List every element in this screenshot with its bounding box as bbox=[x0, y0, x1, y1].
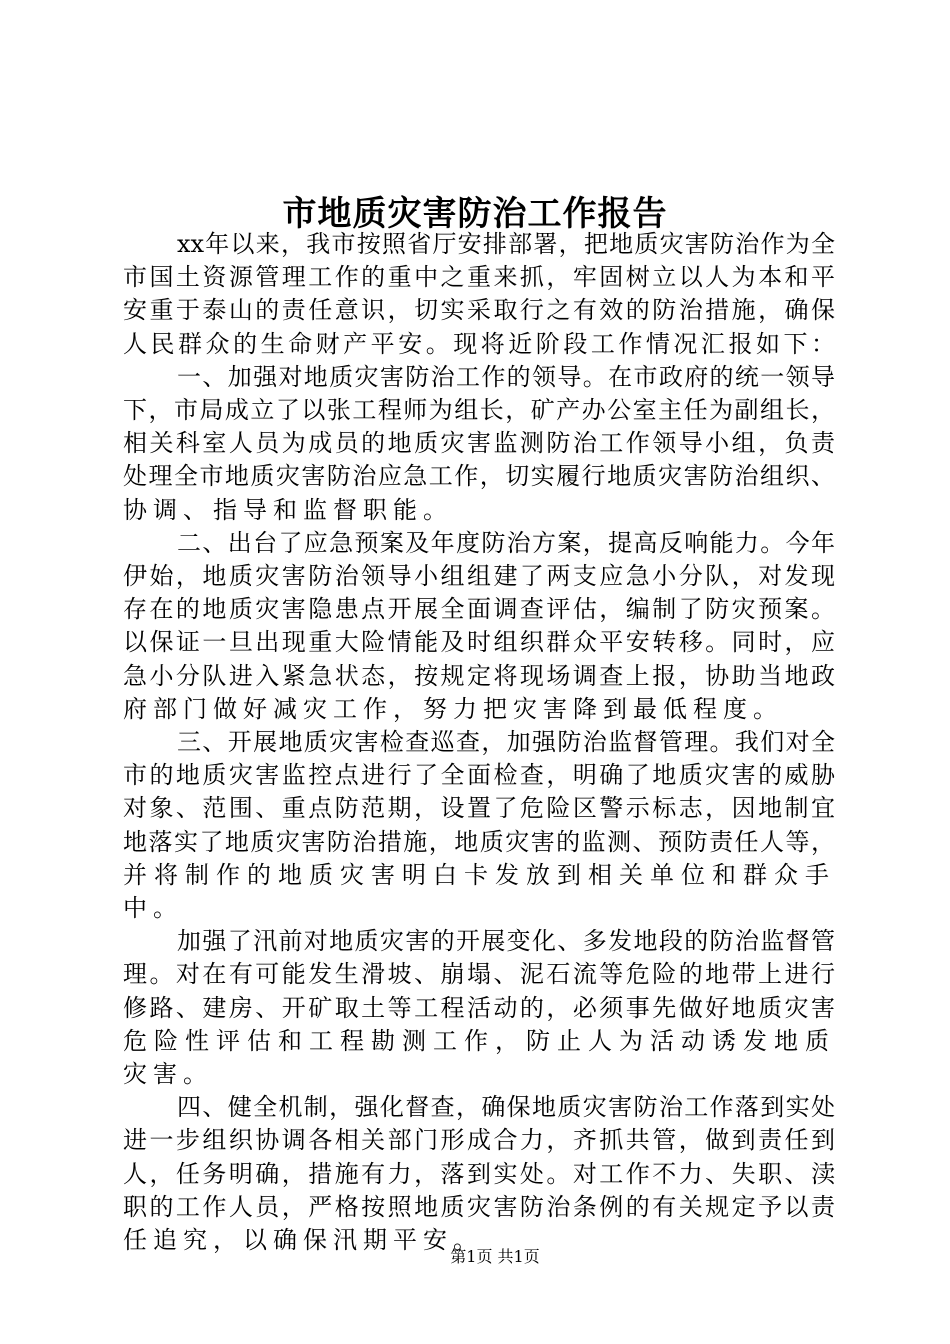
text-line: 府部门做好减灾工作，努力把灾害降到最低程度。 bbox=[123, 694, 783, 723]
text-line: 市国土资源管理工作的重中之重来抓，牢固树立以人为本和平 bbox=[123, 263, 835, 292]
text-line: 存在的地质灾害隐患点开展全面调查评估，编制了防灾预案。 bbox=[123, 595, 835, 624]
text-line: 人，任务明确，措施有力，落到实处。对工作不力、失职、渎 bbox=[123, 1159, 835, 1188]
text-line: 三、开展地质灾害检查巡查，加强防治监督管理。我们对全 bbox=[177, 728, 835, 757]
text-line: 相关科室人员为成员的地质灾害监测防治工作领导小组，负责 bbox=[123, 429, 835, 458]
text-line: 下，市局成立了以张工程师为组长，矿产办公室主任为副组长， bbox=[123, 396, 835, 425]
text-line: 危险性评估和工程勘测工作，防止人为活动诱发地质灾害。 bbox=[123, 1026, 835, 1089]
text-line: 并将制作的地质灾害明白卡发放到相关单位和群众手中。 bbox=[123, 860, 835, 923]
text-line: 职的工作人员，严格按照地质灾害防治条例的有关规定予以责 bbox=[123, 1192, 835, 1221]
text-line: 安重于泰山的责任意识，切实采取行之有效的防治措施，确保 bbox=[123, 296, 835, 325]
document-title: 市地质灾害防治工作报告 bbox=[282, 194, 668, 234]
text-line: 四、健全机制，强化督查，确保地质灾害防治工作落到实处 bbox=[177, 1093, 835, 1122]
text-line: 市的地质灾害监控点进行了全面检查，明确了地质灾害的威胁 bbox=[123, 761, 835, 790]
text-line: 二、出台了应急预案及年度防治方案，提高反响能力。今年 bbox=[177, 528, 835, 557]
document-body bbox=[123, 228, 835, 1257]
text-line: 进一步组织协调各相关部门形成合力，齐抓共管，做到责任到 bbox=[123, 1126, 835, 1155]
text-line: 理。对在有可能发生滑坡、崩塌、泥石流等危险的地带上进行 bbox=[123, 960, 835, 989]
text-line: 处理全市地质灾害防治应急工作，切实履行地质灾害防治组织、 bbox=[123, 462, 835, 491]
text-line: 急小分队进入紧急状态，按规定将现场调查上报，协助当地政 bbox=[123, 661, 835, 690]
text-line: 任追究，以确保汛期平安。 bbox=[123, 1226, 483, 1255]
text-line: 对象、范围、重点防范期，设置了危险区警示标志，因地制宜 bbox=[123, 794, 835, 823]
text-line: 加强了汛前对地质灾害的开展变化、多发地段的防治监督管 bbox=[177, 927, 835, 956]
text-line: 修路、建房、开矿取土等工程活动的，必须事先做好地质灾害 bbox=[123, 993, 835, 1022]
text-line: 协调、指导和监督职能。 bbox=[123, 495, 453, 524]
text-line: xx年以来，我市按照省厅安排部署，把地质灾害防治作为全 bbox=[177, 230, 835, 258]
text-line: 以保证一旦出现重大险情能及时组织群众平安转移。同时，应 bbox=[123, 628, 835, 657]
text-line: 一、加强对地质灾害防治工作的领导。在市政府的统一领导 bbox=[177, 362, 835, 391]
text-line: 伊始，地质灾害防治领导小组组建了两支应急小分队，对发现 bbox=[123, 562, 835, 591]
text-line: 地落实了地质灾害防治措施，地质灾害的监测、预防责任人等， bbox=[123, 827, 835, 856]
text-line: 人民群众的生命财产平安。现将近阶段工作情况汇报如下： bbox=[123, 329, 835, 358]
page-footer: 第1页 共1页 bbox=[450, 1247, 540, 1266]
